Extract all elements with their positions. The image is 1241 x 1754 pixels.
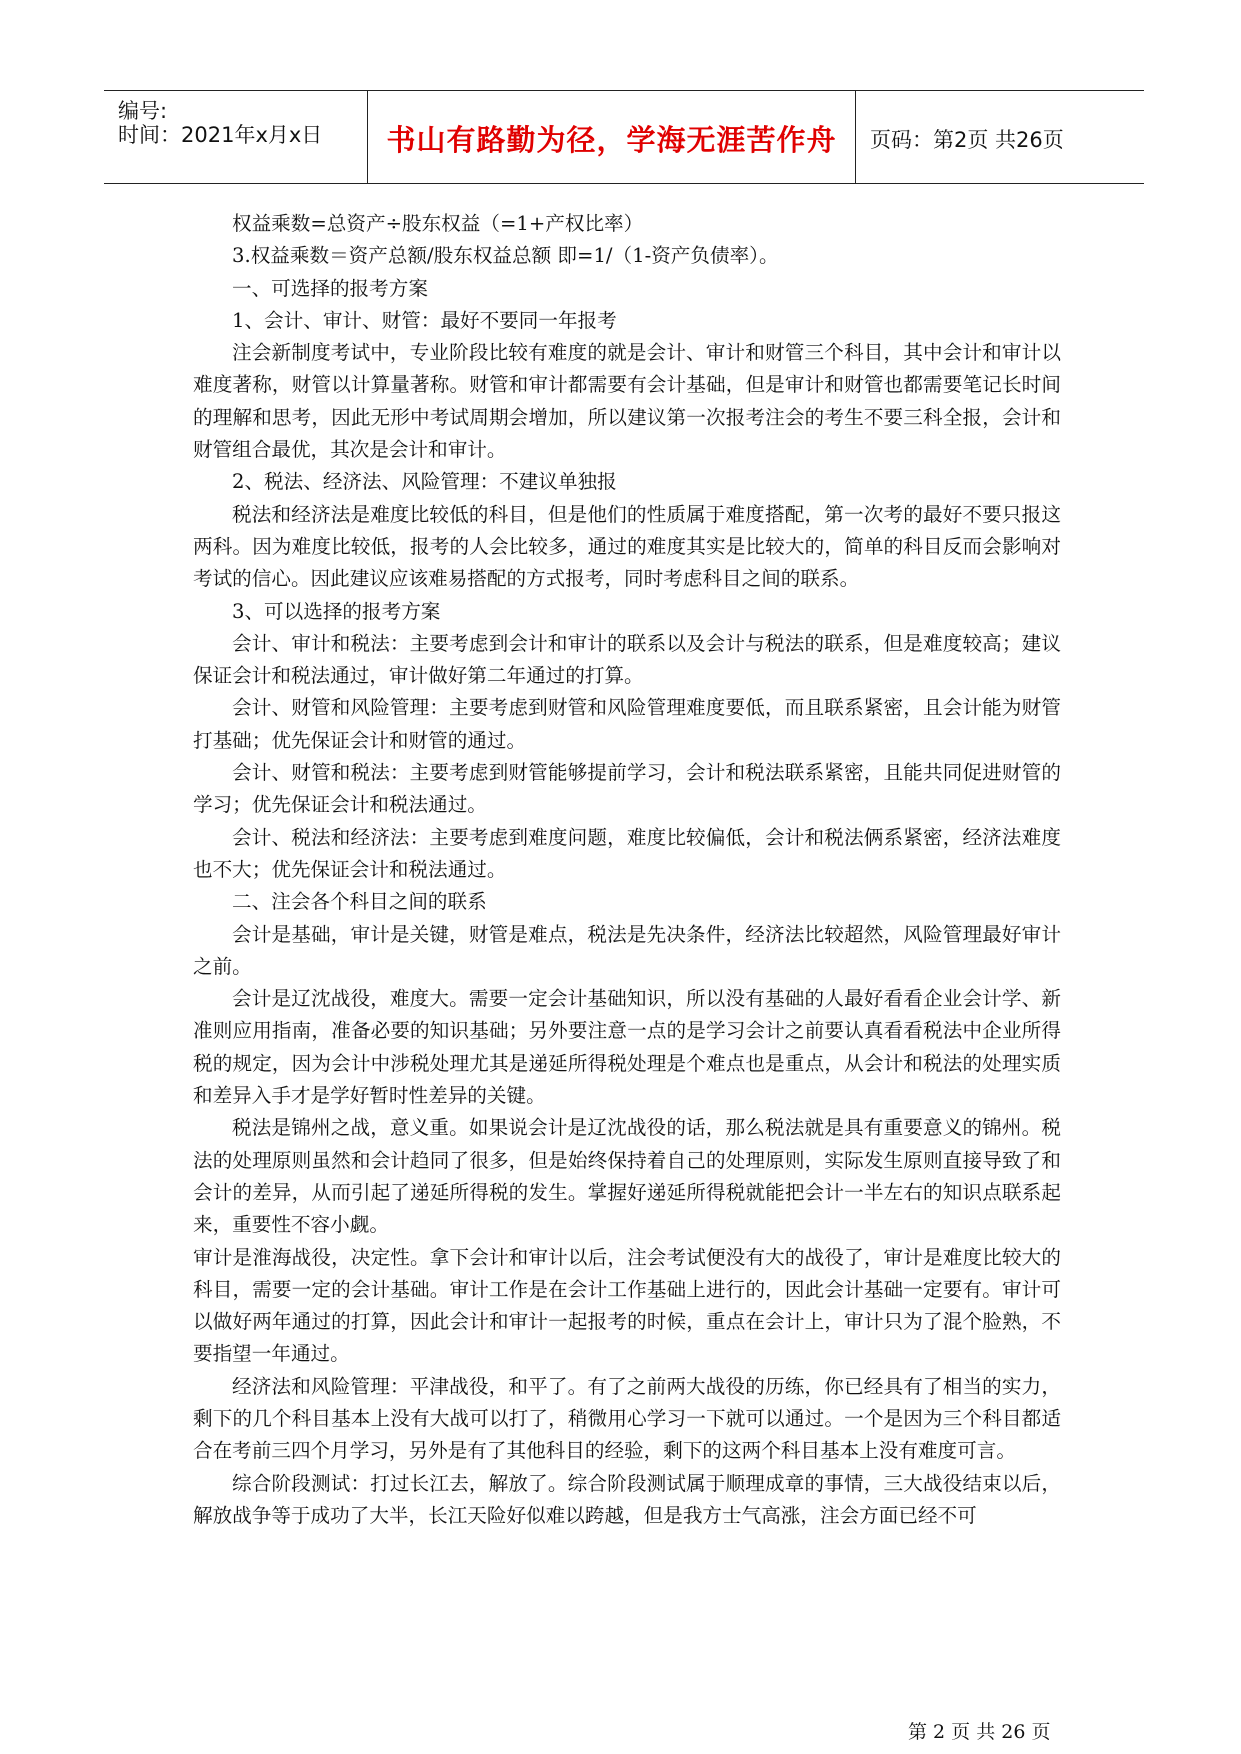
header-page-info: 页码：第2页 共26页 <box>870 128 1064 152</box>
body-paragraph: 二、注会各个科目之间的联系 <box>232 890 487 914</box>
body-paragraph: 综合阶段测试：打过长江去，解放了。综合阶段测试属于顺理成章的事情，三大战役结束以后，解放战争等于成功了大半，长江天险好似难以跨越，但是我方士气高涨，注会方面已经不可 <box>193 1471 1061 1527</box>
header-right-cell <box>856 91 1144 183</box>
document-body <box>193 208 1061 1532</box>
body-paragraph: 税法和经济法是难度比较低的科目，但是他们的性质属于难度搭配，第一次考的最好不要只报这两科。因为难度比较低，报考的人会比较多，通过的难度其实是比较大的，简单的科目反而会影响对考试的信心。因此建议应该难易搭配的方式报考，同时考虑科目之间的联系。 <box>193 502 1061 591</box>
body-paragraph: 会计、审计和税法：主要考虑到会计和审计的联系以及会计与税法的联系，但是难度较高；建议保证会计和税法通过，审计做好第二年通过的打算。 <box>193 631 1061 688</box>
body-paragraph: 一、可选择的报考方案 <box>232 276 428 300</box>
document-time-label: 时间：2021年x月x日 <box>118 123 323 147</box>
body-paragraph: 会计是辽沈战役，难度大。需要一定会计基础知识，所以没有基础的人最好看看企业会计学、新准则应用指南，准备必要的知识基础；另外要注意一点的是学习会计之前要认真看看税法中企业所得税的规定，因为会计中涉税处理尤其是递延所得税处理是个难点也是重点，从会计和税法的处理实质和差异入手才是学好暂时性差异的关键。 <box>193 987 1061 1108</box>
body-paragraph: 会计、财管和风险管理：主要考虑到财管和风险管理难度要低，而且联系紧密，且会计能为财管打基础；优先保证会计和财管的通过。 <box>193 696 1061 752</box>
document-number-label: 编号: <box>118 99 168 123</box>
header-motto: 书山有路勤为径，学海无涯苦作舟 <box>386 123 837 157</box>
body-paragraph: 注会新制度考试中，专业阶段比较有难度的就是会计、审计和财管三个科目，其中会计和审计以难度著称，财管以计算量著称。财管和审计都需要有会计基础，但是审计和财管也都需要笔记长时间的理解和思考，因此无形中考试周期会增加，所以建议第一次报考注会的考生不要三科全报，会计和财管组合最优，其次是会计和审计。 <box>193 341 1061 462</box>
body-paragraph: 会计、税法和经济法：主要考虑到难度问题，难度比较偏低，会计和税法俩系紧密，经济法难度也不大；优先保证会计和税法通过。 <box>193 825 1061 881</box>
body-paragraph: 会计是基础，审计是关键，财管是难点，税法是先决条件，经济法比较超然，风险管理最好审计之前。 <box>193 922 1061 978</box>
page-header <box>104 90 1144 184</box>
body-paragraph: 税法是锦州之战，意义重。如果说会计是辽沈战役的话，那么税法就是具有重要意义的锦州。税法的处理原则虽然和会计趋同了很多，但是始终保持着自己的处理原则，实际发生原则直接导致了和会计的差异，从而引起了递延所得税的发生。掌握好递延所得税就能把会计一半左右的知识点联系起来，重要性不容小觑。 <box>193 1116 1061 1237</box>
body-paragraph: 经济法和风险管理：平津战役，和平了。有了之前两大战役的历练，你已经具有了相当的实力，剩下的几个科目基本上没有大战可以打了，稍微用心学习一下就可以通过。一个是因为三个科目都适合在考前三四个月学习，另外是有了其他科目的经验，剩下的这两个科目基本上没有难度可言。 <box>193 1374 1061 1463</box>
body-paragraph: 审计是淮海战役，决定性。拿下会计和审计以后，注会考试便没有大的战役了，审计是难度比较大的科目，需要一定的会计基础。审计工作是在会计工作基础上进行的，因此会计基础一定要有。审计可以做好两年通过的打算，因此会计和审计一起报考的时候，重点在会计上，审计只为了混个脸熟，不要指望一年通过。 <box>193 1245 1061 1366</box>
header-left-cell <box>104 91 368 183</box>
header-middle-cell <box>368 91 856 183</box>
page-footer: 第 2 页 共 26 页 <box>908 1721 1051 1743</box>
body-paragraph: 3.权益乘数＝资产总额/股东权益总额 即=1/（1-资产负债率）。 <box>232 244 779 268</box>
body-paragraph: 3、可以选择的报考方案 <box>232 599 441 623</box>
body-paragraph: 会计、财管和税法：主要考虑到财管能够提前学习，会计和税法联系紧密，且能共同促进财管的学习；优先保证会计和税法通过。 <box>193 761 1061 817</box>
body-paragraph: 1、会计、审计、财管：最好不要同一年报考 <box>232 308 617 332</box>
body-paragraph: 2、税法、经济法、风险管理：不建议单独报 <box>232 470 617 494</box>
body-paragraph: 权益乘数=总资产÷股东权益（=1+产权比率） <box>232 212 644 235</box>
